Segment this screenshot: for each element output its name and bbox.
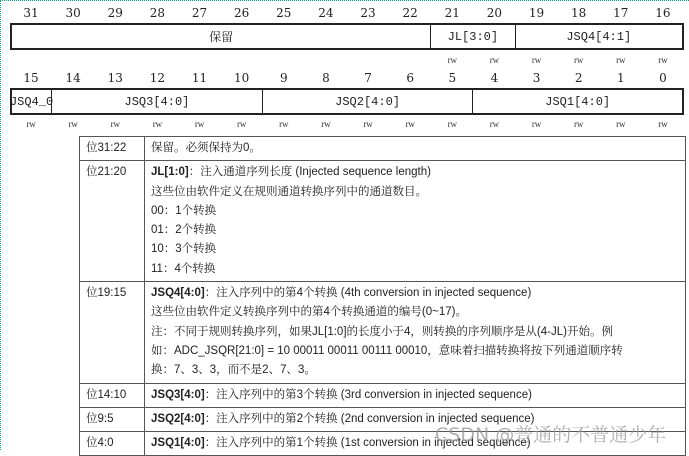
bit-number: 21: [444, 6, 460, 20]
bit-number: 28: [149, 6, 166, 20]
bit-number: 12: [149, 71, 166, 85]
bit-number: 4: [490, 71, 499, 85]
bit-number: 7: [364, 71, 372, 85]
bit-number: 6: [406, 71, 414, 85]
field-name: JSQ3[4:0]: [151, 388, 205, 401]
bit-number: 19: [528, 6, 545, 20]
access-type-label: rw: [573, 119, 584, 129]
access-type-label: rw: [616, 119, 626, 129]
access-type-label: rw: [152, 119, 163, 129]
bit-number: 10: [234, 71, 250, 85]
bit-number: 5: [448, 71, 457, 85]
access-type-label: rw: [405, 119, 415, 129]
access-type-label: rw: [321, 119, 331, 129]
bit-number: 31: [23, 6, 39, 20]
bit-range: 位14:10: [80, 383, 145, 407]
description-line: 这些位由软件定义在规则通道转换序列中的通道数目。: [151, 185, 427, 198]
bit-number: 16: [655, 6, 671, 20]
access-type-label: rw: [531, 119, 542, 129]
bit-number: 11: [191, 71, 208, 85]
field-name: JSQ4[4:0]: [151, 287, 205, 300]
access-type-label: rw: [447, 55, 458, 65]
access-type-label: rw: [26, 119, 36, 129]
access-type-label: rw: [489, 119, 500, 129]
bit-number: 13: [107, 71, 123, 85]
access-type-label: rw: [658, 55, 668, 65]
field-title: ：注入序列中的第1个转换 (1st conversion in injected sequence): [204, 437, 531, 450]
bit-number: 3: [532, 71, 541, 85]
register-field: JL[3:0]: [431, 25, 515, 48]
description-line: 保留。必须保持为0。: [151, 142, 261, 154]
register-field: JSQ4[4:1]: [566, 29, 632, 44]
description-line: 01：2个转换: [151, 224, 217, 237]
access-type-label: rw: [489, 55, 500, 65]
bit-number: 14: [65, 71, 81, 85]
table-row: [80, 282, 686, 383]
bit-number: 17: [613, 6, 629, 20]
bit-number: 8: [322, 71, 330, 85]
field-title: ：注入序列中的第3个转换 (3rd conversion in injected sequence): [204, 388, 532, 401]
access-type-label: rw: [110, 119, 121, 129]
register-field: JSQ4_0: [12, 90, 52, 113]
bit-description: [145, 161, 686, 282]
access-type-label: rw: [279, 119, 289, 129]
bit-number: 20: [486, 6, 503, 20]
register-row: [10, 23, 684, 50]
bit-number: 29: [107, 6, 123, 20]
table-row: [80, 137, 686, 161]
access-type-label: rw: [236, 119, 247, 129]
table-row: [80, 383, 686, 407]
access-type-label: rw: [194, 119, 205, 129]
bit-range: 位19:15: [80, 282, 145, 383]
access-type-label: rw: [616, 55, 626, 65]
bit-number: 0: [659, 71, 667, 85]
access-type-label: rw: [447, 119, 458, 129]
description-line: 00：1个转换: [151, 204, 217, 217]
bit-number: 22: [402, 6, 418, 20]
description-line: 10：3个转换: [151, 243, 217, 256]
bit-range: 位4:0: [80, 432, 145, 456]
bit-number: 26: [234, 6, 250, 20]
dotted-border-top: [0, 0, 689, 1]
access-type-label: rw: [573, 55, 584, 65]
field-title: ：注入序列中的第2个转换 (2nd conversion in injected sequence): [204, 412, 535, 425]
bit-number: 9: [279, 71, 288, 85]
field-name: JSQ2[4:0]: [151, 412, 205, 425]
description-line: 如：ADC_JSQR[21:0] = 10 00011 00011 00111 00010，意味着扫描转换将按下列通道顺序转: [151, 344, 623, 357]
register-row: [10, 88, 684, 115]
bit-range: 位31:22: [80, 137, 145, 161]
register-field: 保留: [12, 25, 431, 48]
access-type-label: rw: [531, 55, 542, 65]
bit-number: 18: [571, 6, 587, 20]
bit-number: 24: [318, 6, 334, 20]
watermark: CSDN @普通的不普通少年: [435, 424, 667, 446]
bit-range: 位9:5: [80, 407, 145, 431]
field-title: ：注入通道序列长度 (Injected sequence length): [188, 166, 431, 179]
bit-number: 15: [23, 71, 39, 85]
table-row: [80, 161, 686, 282]
bit-number: 25: [276, 6, 292, 20]
dotted-border-left: [0, 0, 1, 450]
field-title: ：注入序列中的第4个转换 (4th conversion in injected sequence): [204, 287, 532, 300]
bit-number: 23: [360, 6, 376, 20]
description-line: 换：7、3、3，而不是2、7、3。: [151, 364, 316, 377]
access-type-label: rw: [658, 119, 668, 129]
bit-number: 27: [191, 6, 208, 20]
bit-number: 30: [65, 6, 81, 20]
field-name: JL[1:0]: [151, 166, 189, 179]
bit-range: 位21:20: [80, 161, 145, 282]
register-field: JSQ3[4:0]: [52, 90, 263, 113]
register-field: JSQ1[4:0]: [545, 94, 611, 109]
bit-description: [145, 137, 686, 161]
description-line: 11：4个转换: [151, 262, 216, 275]
description-line: 注：不同于规则转换序列，如果JL[1:0]的长度小于4，则转换的序列顺序是从(4-JL)开始。例: [151, 325, 613, 338]
bit-description: [145, 383, 686, 407]
bit-description: [145, 282, 686, 383]
bit-number: 2: [574, 71, 583, 85]
register-field: JSQ2[4:0]: [263, 90, 474, 113]
access-type-label: rw: [68, 119, 78, 129]
bit-number: 1: [616, 71, 625, 85]
access-type-label: rw: [363, 119, 373, 129]
bit-description-table: [79, 136, 686, 456]
description-line: 这些位由软件定义转换序列中的第4个转换通道的编号(0~17)。: [151, 306, 467, 319]
field-name: JSQ1[4:0]: [151, 437, 205, 450]
